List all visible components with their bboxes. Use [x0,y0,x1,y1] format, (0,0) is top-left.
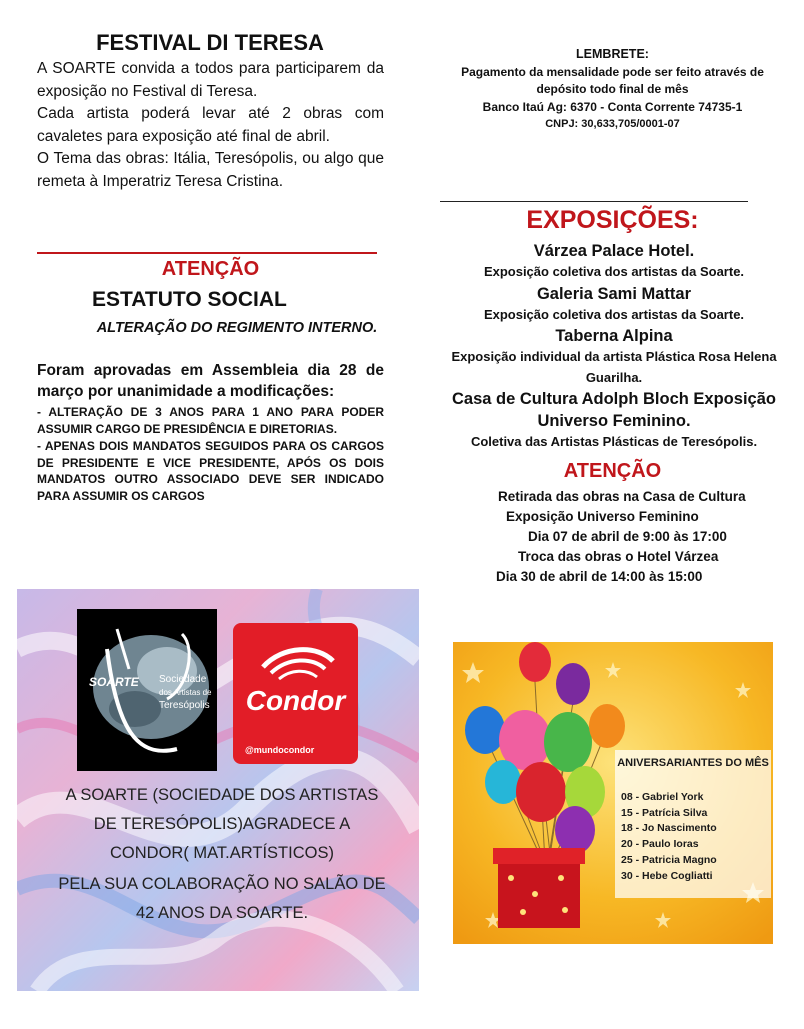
venue-desc: Exposição coletiva dos artistas da Soarte. [483,306,745,322]
lembrete-title: LEMBRETE: [576,47,649,61]
estatuto-subtitle: ALTERAÇÃO DO REGIMENTO INTERNO. [96,320,378,336]
birthday-item: 20 - Paulo Ioras [621,838,699,851]
estatuto-item: - APENAS DOIS MANDATOS SEGUIDOS PARA OS CARGOS DE PRESIDENTE E VICE PRESIDENTE, APÓS OS DOIS MANDATOS OUTRO ASSOCIADO DEVE SER INDICADO PARA ASSUMIR OS CARGOS [37,439,384,503]
birthday-item: 15 - Patrícia Silva [621,806,708,819]
birthday-list [621,790,717,884]
festival-paragraph: Cada artista poderá levar até 2 obras com cavaletes para exposição até final de abril. [37,105,384,145]
notice-line: Dia 30 de abril de 14:00 às 15:00 [496,569,703,584]
divider [440,201,748,202]
notice-line: Troca das obras o Hotel Várzea [518,549,719,564]
lembrete-block [440,46,785,134]
birthday-item: 08 - Gabriel York [621,791,704,803]
birthday-card [453,642,773,944]
venue-name: Galeria Sami Mattar [536,284,692,303]
condor-wordmark: Condor [245,685,346,716]
birthday-item: 30 - Hebe Cogliatti [621,869,713,882]
lembrete-text: Pagamento da mensalidade pode ser feito através de depósito todo final de mês [461,64,764,96]
soarte-logo-line: Sociedade [159,674,207,685]
condor-handle: @mundocondor [245,745,315,755]
balloons-illustration [453,642,773,944]
notice-line: Retirada das obras na Casa de Cultura [498,489,746,504]
soarte-logo-line: Teresópolis [159,700,210,711]
exposicoes-title: EXPOSIÇÕES: [526,206,699,234]
sponsor-thanks-text: PELA SUA COLABORAÇÃO NO SALÃO DE 42 ANOS DA SOARTE. [58,875,386,922]
venue-name: Taberna Alpina [555,327,673,345]
festival-paragraph: A SOARTE convida a todos para participarem da exposição no Festival di Teresa. [37,60,384,100]
soarte-logo [77,609,217,771]
estatuto-approved-text: Foram aprovadas em Assembleia dia 28 de março por unanimidade a modificações: [37,362,384,400]
estatuto-item: - ALTERAÇÃO DE 3 ANOS PARA 1 ANO PARA PODER ASSUMIR CARGO DE PRESIDÊNCIA E DIRETORIAS. [37,405,384,436]
notice-line: Exposição Universo Feminino [506,509,699,524]
divider-red [37,252,377,254]
soarte-logo-text [159,673,211,712]
lembrete-bank: Banco Itaú Ag: 6370 - Conta Corrente 74735-1 [482,99,743,114]
venue-name: Várzea Palace Hotel. [533,242,695,260]
notice-line: Dia 07 de abril de 9:00 às 17:00 [528,529,727,544]
notice-block [440,487,804,587]
festival-paragraph: O Tema das obras: Itália, Teresópolis, ou algo que remeta à Imperatriz Teresa Cristina. [37,150,384,190]
lembrete-cnpj: CNPJ: 30,633,705/0001-07 [545,118,680,130]
venue-name: Casa de Cultura Adolph Bloch Exposição Universo Feminino. [452,390,776,430]
venue-desc: Coletiva das Artistas Plásticas de Teresópolis. [470,434,758,449]
birthday-item: 25 - Patricia Magno [621,853,717,866]
birthday-item: 18 - Jo Nascimento [621,822,717,835]
sponsor-card [17,589,419,991]
festival-body [37,58,384,193]
soarte-logo-word: SOARTE [89,675,139,689]
attention-heading: ATENÇÃO [161,258,260,280]
estatuto-title: ESTATUTO SOCIAL [92,288,287,311]
sponsor-thanks [57,781,387,928]
soarte-logo-line: dos Artistas de [159,688,212,697]
estatuto-items [37,404,384,505]
attention-heading: ATENÇÃO [563,460,662,482]
condor-logo [233,623,358,764]
venue-desc: Exposição coletiva dos artistas da Soarte. [483,264,745,279]
exposicoes-list [440,240,788,453]
venue-desc: Exposição individual da artista Plástica Rosa Helena Guarilha. [451,349,777,385]
birthday-title: ANIVERSARIANTES DO MÊS [617,757,769,769]
sponsor-thanks-text: A SOARTE (SOCIEDADE DOS ARTISTAS DE TERESÓPOLIS)AGRADECE A CONDOR( MAT.ARTÍSTICOS) [65,786,379,862]
festival-title: FESTIVAL DI TERESA [96,30,324,55]
